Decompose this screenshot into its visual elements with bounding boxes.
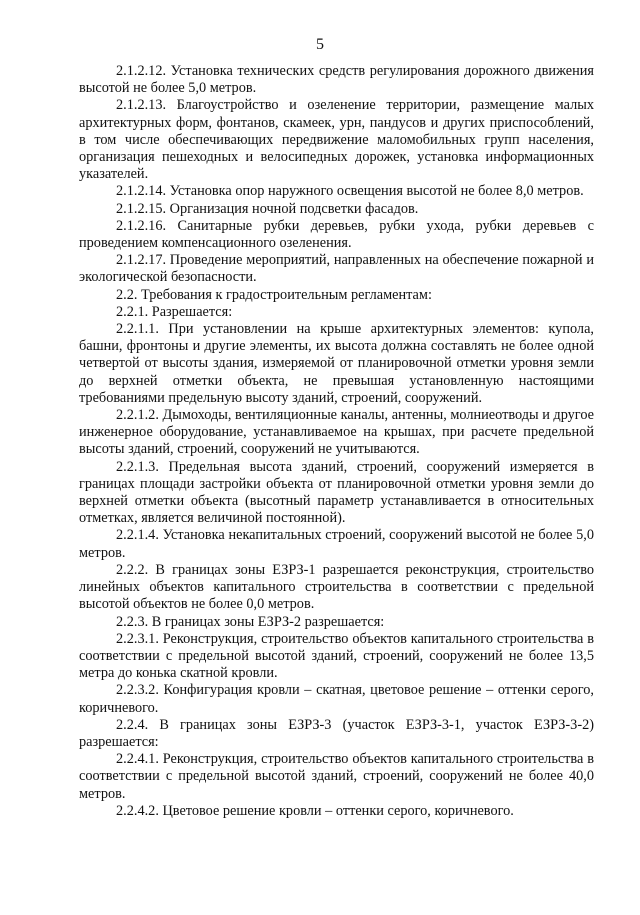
page-number: 5 [316,36,324,53]
paragraph-2-2-2: 2.2.2. В границах зоны ЕЗРЗ-1 разрешается реконструкция, строительство линейных объектов капитального строительства в соответствии с предельной высотой объектов не более 0,0 метров. [79,561,594,613]
paragraph-2-2-4-1: 2.2.4.1. Реконструкция, строительство объектов капитального строительства в соответствии с предельной высотой зданий, строений, сооружений не более 40,0 метров. [79,751,594,802]
paragraph-2-2-3-1: 2.2.3.1. Реконструкция, строительство объектов капитального строительства в соответствии с предельной высотой зданий, строений, сооружений не более 13,5 метра до конька скатной кровли. [79,630,594,682]
paragraph-2-1-2-17: 2.1.2.17. Проведение мероприятий, направленных на обеспечение пожарной и экологической безопасности. [79,252,594,286]
paragraph-2-2-4: 2.2.4. В границах зоны ЕЗРЗ-3 (участок ЕЗРЗ-3-1, участок ЕЗРЗ-3-2) разрешается: [79,716,594,750]
paragraph-2-1-2-15: 2.1.2.15. Организация ночной подсветки фасадов. [116,200,419,217]
paragraph-2-2-3-2: 2.2.3.2. Конфигурация кровли – скатная, цветовое решение – оттенки серого, коричневого. [79,682,594,716]
paragraph-2-2-1-1: 2.2.1.1. При установлении на крыше архитектурных элементов: купола, башни, фронтоны и другие элементы, их высота должна составлять не более одной четвертой от высоты здания, измеряемой от планировочной отметки уровня земли до верхней отметки объекта, не превышая установленную настоящими требованиями предельную высоту зданий, строений, сооружений. [79,321,594,406]
document-body [79,63,594,820]
paragraph-2-2-1-4: 2.2.1.4. Установка некапитальных строений, сооружений высотой не более 5,0 метров. [79,527,594,561]
paragraph-2-2: 2.2. Требования к градостроительным регламентам: [116,286,432,303]
paragraph-2-2-4-2: 2.2.4.2. Цветовое решение кровли – оттенки серого, коричневого. [116,802,514,819]
paragraph-2-1-2-12: 2.1.2.12. Установка технических средств регулирования дорожного движения высотой не более 5,0 метров. [79,63,594,97]
paragraph-2-2-1-2: 2.2.1.2. Дымоходы, вентиляционные каналы, антенны, молниеотводы и другое инженерное оборудование, устанавливаемое на крышах, при расчете предельной высоты зданий, строений, сооружений не учитываются. [79,407,594,458]
paragraph-2-2-1-3: 2.2.1.3. Предельная высота зданий, строений, сооружений измеряется в границах площади застройки объекта от планировочной отметки уровня земли до верхней отметки объекта (высотный параметр устанавливается в относительных отметках, является величиной постоянной). [79,458,594,527]
paragraph-2-2-3: 2.2.3. В границах зоны ЕЗРЗ-2 разрешается: [116,613,385,630]
paragraph-2-1-2-16: 2.1.2.16. Санитарные рубки деревьев, рубки ухода, рубки деревьев с проведением компенсационного озеленения. [79,217,594,252]
paragraph-2-1-2-13: 2.1.2.13. Благоустройство и озеленение территории, размещение малых архитектурных форм, фонтанов, скамеек, урн, пандусов и других приспособлений, в том числе обеспечивающих передвижение маломобильных групп населения, организация пешеходных и велосипедных дорожек, установка информационных указателей. [79,97,594,183]
paragraph-2-1-2-14: 2.1.2.14. Установка опор наружного освещения высотой не более 8,0 метров. [116,183,584,200]
paragraph-2-2-1: 2.2.1. Разрешается: [116,303,233,320]
